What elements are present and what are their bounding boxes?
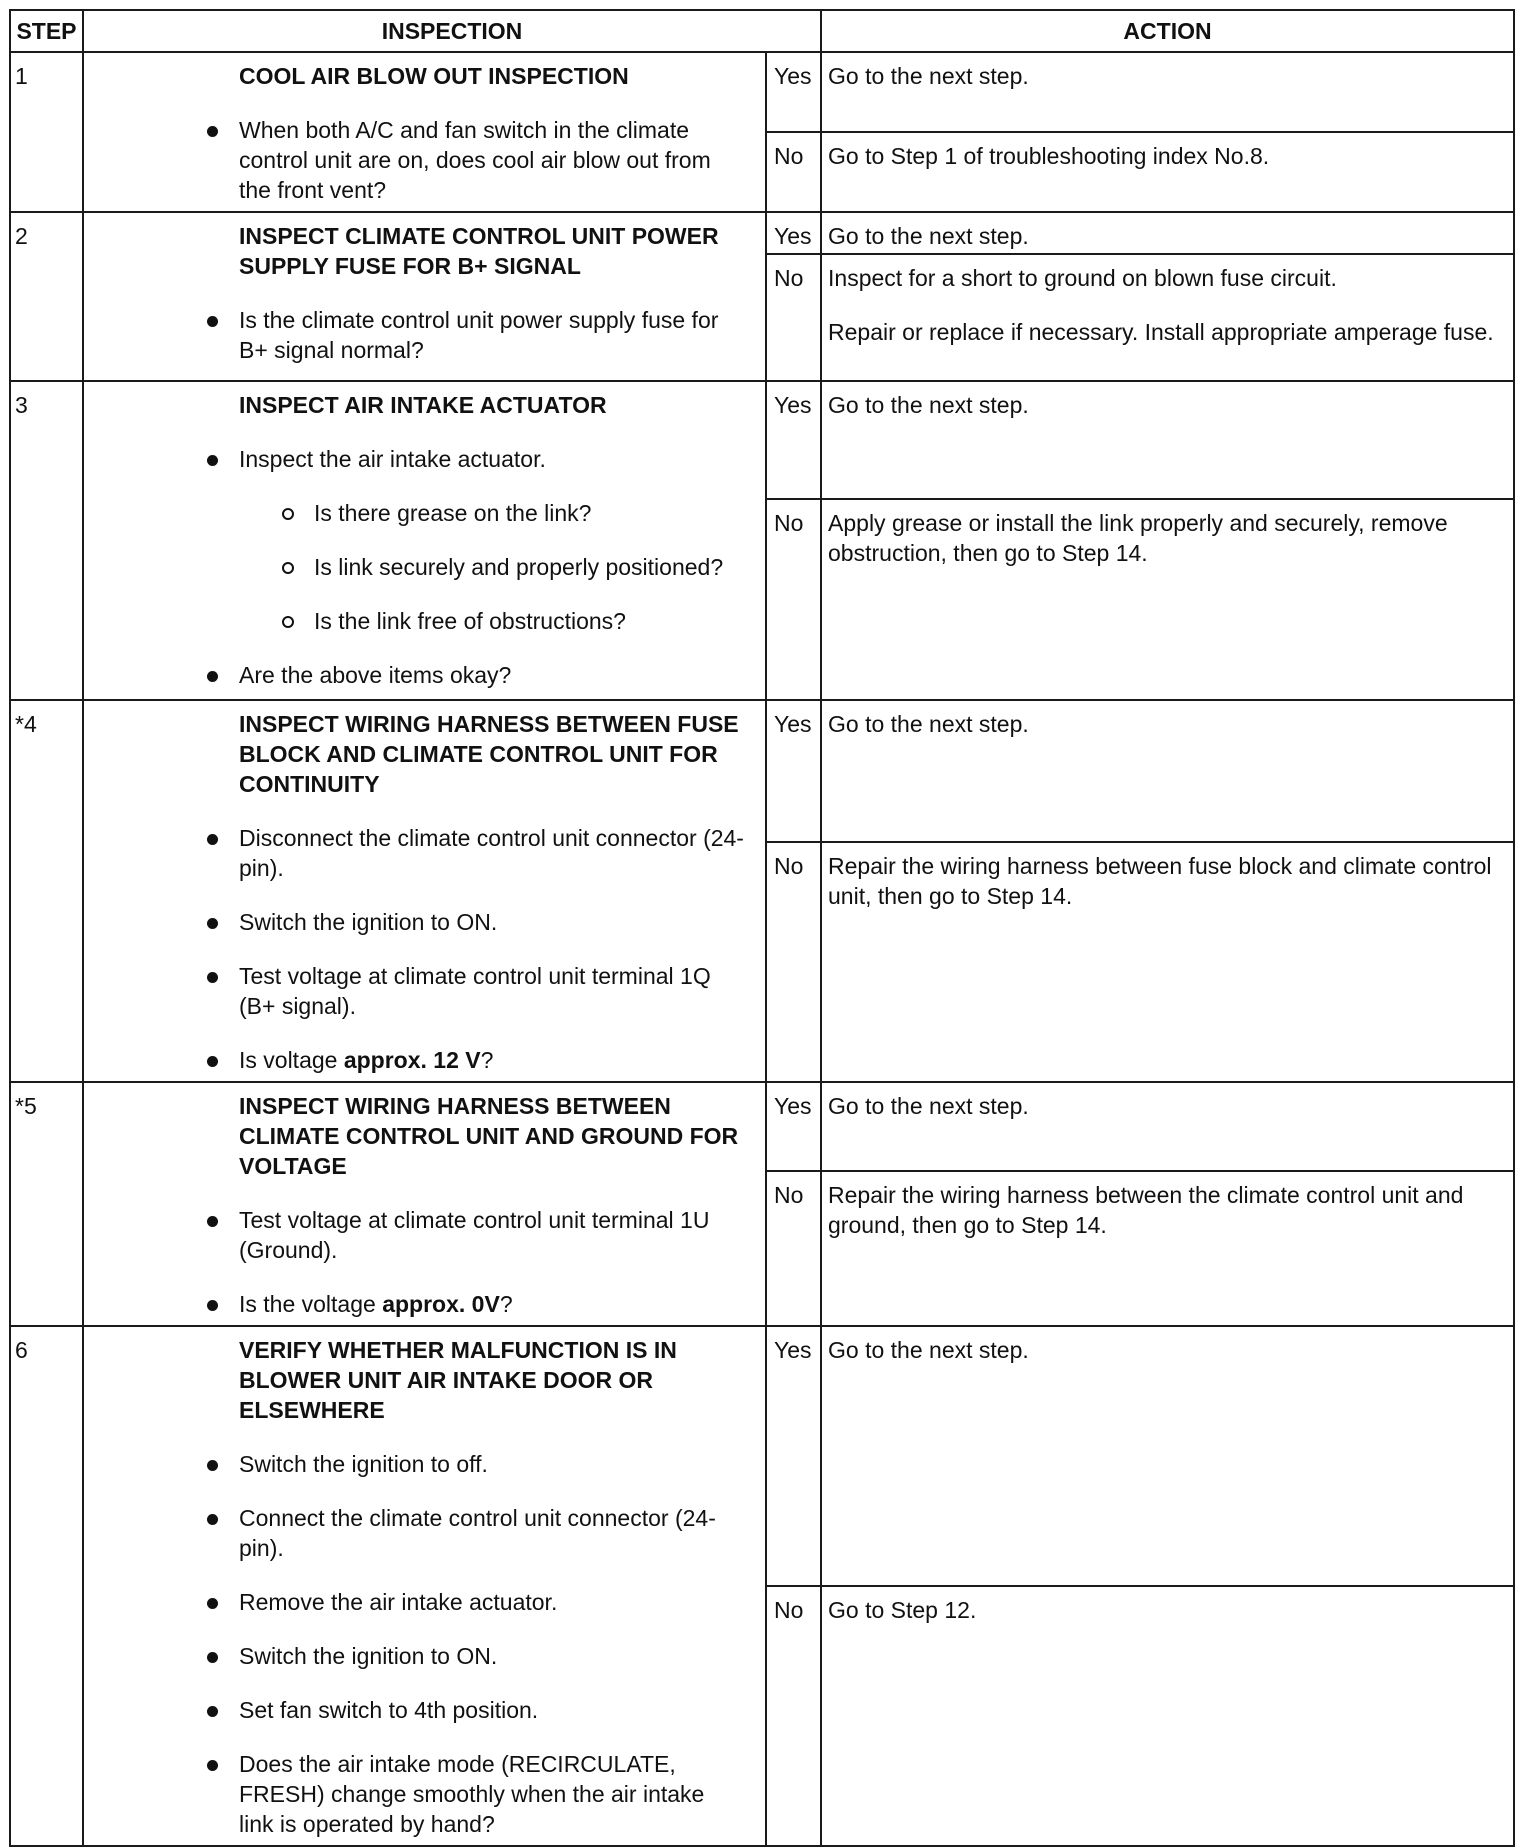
step-1-title: COOL AIR BLOW OUT INSPECTION	[239, 63, 629, 89]
troubleshooting-table	[9, 9, 1515, 1847]
step-4-question	[239, 1045, 745, 1075]
step-4-no-label: No	[766, 842, 821, 1082]
step-5-inspection	[83, 1082, 766, 1326]
step-3-subitem-1: Is there grease on the link?	[314, 498, 745, 528]
step-4-bullet-2: Switch the ignition to ON.	[239, 907, 745, 937]
step-4-number: *4	[10, 700, 83, 1082]
header-row	[10, 10, 1514, 52]
step-6-no-action: Go to Step 12.	[821, 1586, 1514, 1846]
step-3-subitem-2: Is link securely and properly positioned?	[314, 552, 745, 582]
step-6-title: VERIFY WHETHER MALFUNCTION IS IN BLOWER UNIT AIR INTAKE DOOR OR ELSEWHERE	[239, 1337, 677, 1423]
step-2-no-label: No	[766, 254, 821, 381]
step-2-yes-action: Go to the next step.	[821, 212, 1514, 254]
inspection-header: INSPECTION	[83, 10, 821, 52]
step-6-number: 6	[10, 1326, 83, 1846]
step-5-no-label: No	[766, 1171, 821, 1326]
step-3-no-action: Apply grease or install the link properly and securely, remove obstruction, then go to Step 14.	[821, 499, 1514, 700]
step-3-yes-label: Yes	[766, 381, 821, 499]
step-3-number: 3	[10, 381, 83, 700]
step-4-no-action: Repair the wiring harness between fuse block and climate control unit, then go to Step 14.	[821, 842, 1514, 1082]
step-header: STEP	[10, 10, 83, 52]
step-5-bullet-1: Test voltage at climate control unit terminal 1U (Ground).	[239, 1205, 745, 1265]
step-2-title: INSPECT CLIMATE CONTROL UNIT POWER SUPPLY FUSE FOR B+ SIGNAL	[239, 223, 719, 279]
step-6-bullet-2: Connect the climate control unit connector (24-pin).	[239, 1503, 745, 1563]
step-6-bullet-5: Set fan switch to 4th position.	[239, 1695, 745, 1725]
step-2-yes-row	[10, 212, 1514, 254]
step-2-bullet-1: Is the climate control unit power supply fuse for B+ signal normal?	[239, 305, 745, 365]
step-4-yes-label: Yes	[766, 700, 821, 842]
step-1-no-label: No	[766, 132, 821, 212]
step-4-question-value: approx. 12 V	[343, 1047, 481, 1073]
step-4-yes-action: Go to the next step.	[821, 700, 1514, 842]
step-4-bullet-3: Test voltage at climate control unit terminal 1Q (B+ signal).	[239, 961, 745, 1021]
step-6-yes-action: Go to the next step.	[821, 1326, 1514, 1586]
step-2-yes-label: Yes	[766, 212, 821, 254]
step-1-inspection	[83, 52, 766, 212]
step-5-number: *5	[10, 1082, 83, 1326]
step-5-title: INSPECT WIRING HARNESS BETWEEN CLIMATE CONTROL UNIT AND GROUND FOR VOLTAGE	[239, 1093, 739, 1179]
step-1-yes-row	[10, 52, 1514, 132]
step-5-yes-row	[10, 1082, 1514, 1171]
step-1-yes-action: Go to the next step.	[821, 52, 1514, 132]
step-6-bullet-3: Remove the air intake actuator.	[239, 1587, 745, 1617]
step-3-title: INSPECT AIR INTAKE ACTUATOR	[239, 392, 607, 418]
step-4-question-post: ?	[480, 1047, 494, 1073]
step-3-subitem-3: Is the link free of obstructions?	[314, 606, 745, 636]
step-5-question-pre: Is the voltage	[239, 1291, 383, 1317]
step-3-bullet-2: Are the above items okay?	[239, 660, 745, 690]
step-6-inspection	[83, 1326, 766, 1846]
step-5-yes-action: Go to the next step.	[821, 1082, 1514, 1171]
step-1-bullet-1: When both A/C and fan switch in the climate control unit are on, does cool air blow out from the front vent?	[239, 115, 745, 205]
step-5-question-post: ?	[499, 1291, 513, 1317]
action-header: ACTION	[821, 10, 1514, 52]
step-6-yes-label: Yes	[766, 1326, 821, 1586]
step-3-yes-action: Go to the next step.	[821, 381, 1514, 499]
step-3-yes-row	[10, 381, 1514, 499]
step-6-bullet-1: Switch the ignition to off.	[239, 1449, 745, 1479]
step-5-no-action: Repair the wiring harness between the climate control unit and ground, then go to Step 14.	[821, 1171, 1514, 1326]
step-6-no-label: No	[766, 1586, 821, 1846]
step-5-question-value: approx. 0V	[382, 1291, 500, 1317]
step-4-yes-row	[10, 700, 1514, 842]
step-4-inspection	[83, 700, 766, 1082]
step-6-yes-row	[10, 1326, 1514, 1586]
step-2-no-action-line-1: Inspect for a short to ground on blown fuse circuit.	[828, 265, 1337, 291]
step-2-no-action-line-2: Repair or replace if necessary. Install appropriate amperage fuse.	[828, 319, 1494, 345]
troubleshooting-document	[9, 9, 1513, 1837]
step-2-inspection	[83, 212, 766, 381]
step-6-bullet-4: Switch the ignition to ON.	[239, 1641, 745, 1671]
step-4-bullet-1: Disconnect the climate control unit connector (24-pin).	[239, 825, 744, 881]
step-1-no-action: Go to Step 1 of troubleshooting index No.8.	[821, 132, 1514, 212]
step-4-question-pre: Is voltage	[239, 1047, 344, 1073]
step-2-no-action	[821, 254, 1514, 381]
step-6-bullet-6: Does the air intake mode (RECIRCULATE, FRESH) change smoothly when the air intake link is operated by hand?	[239, 1749, 745, 1839]
step-3-inspection	[83, 381, 766, 700]
step-3-bullet-1: Inspect the air intake actuator.	[239, 444, 745, 474]
step-2-number: 2	[10, 212, 83, 381]
step-1-yes-label: Yes	[766, 52, 821, 132]
step-1-number: 1	[10, 52, 83, 212]
step-3-no-label: No	[766, 499, 821, 700]
step-4-title: INSPECT WIRING HARNESS BETWEEN FUSE BLOCK AND CLIMATE CONTROL UNIT FOR CONTINUITY	[239, 711, 739, 797]
step-5-yes-label: Yes	[766, 1082, 821, 1171]
step-5-question	[239, 1289, 745, 1319]
